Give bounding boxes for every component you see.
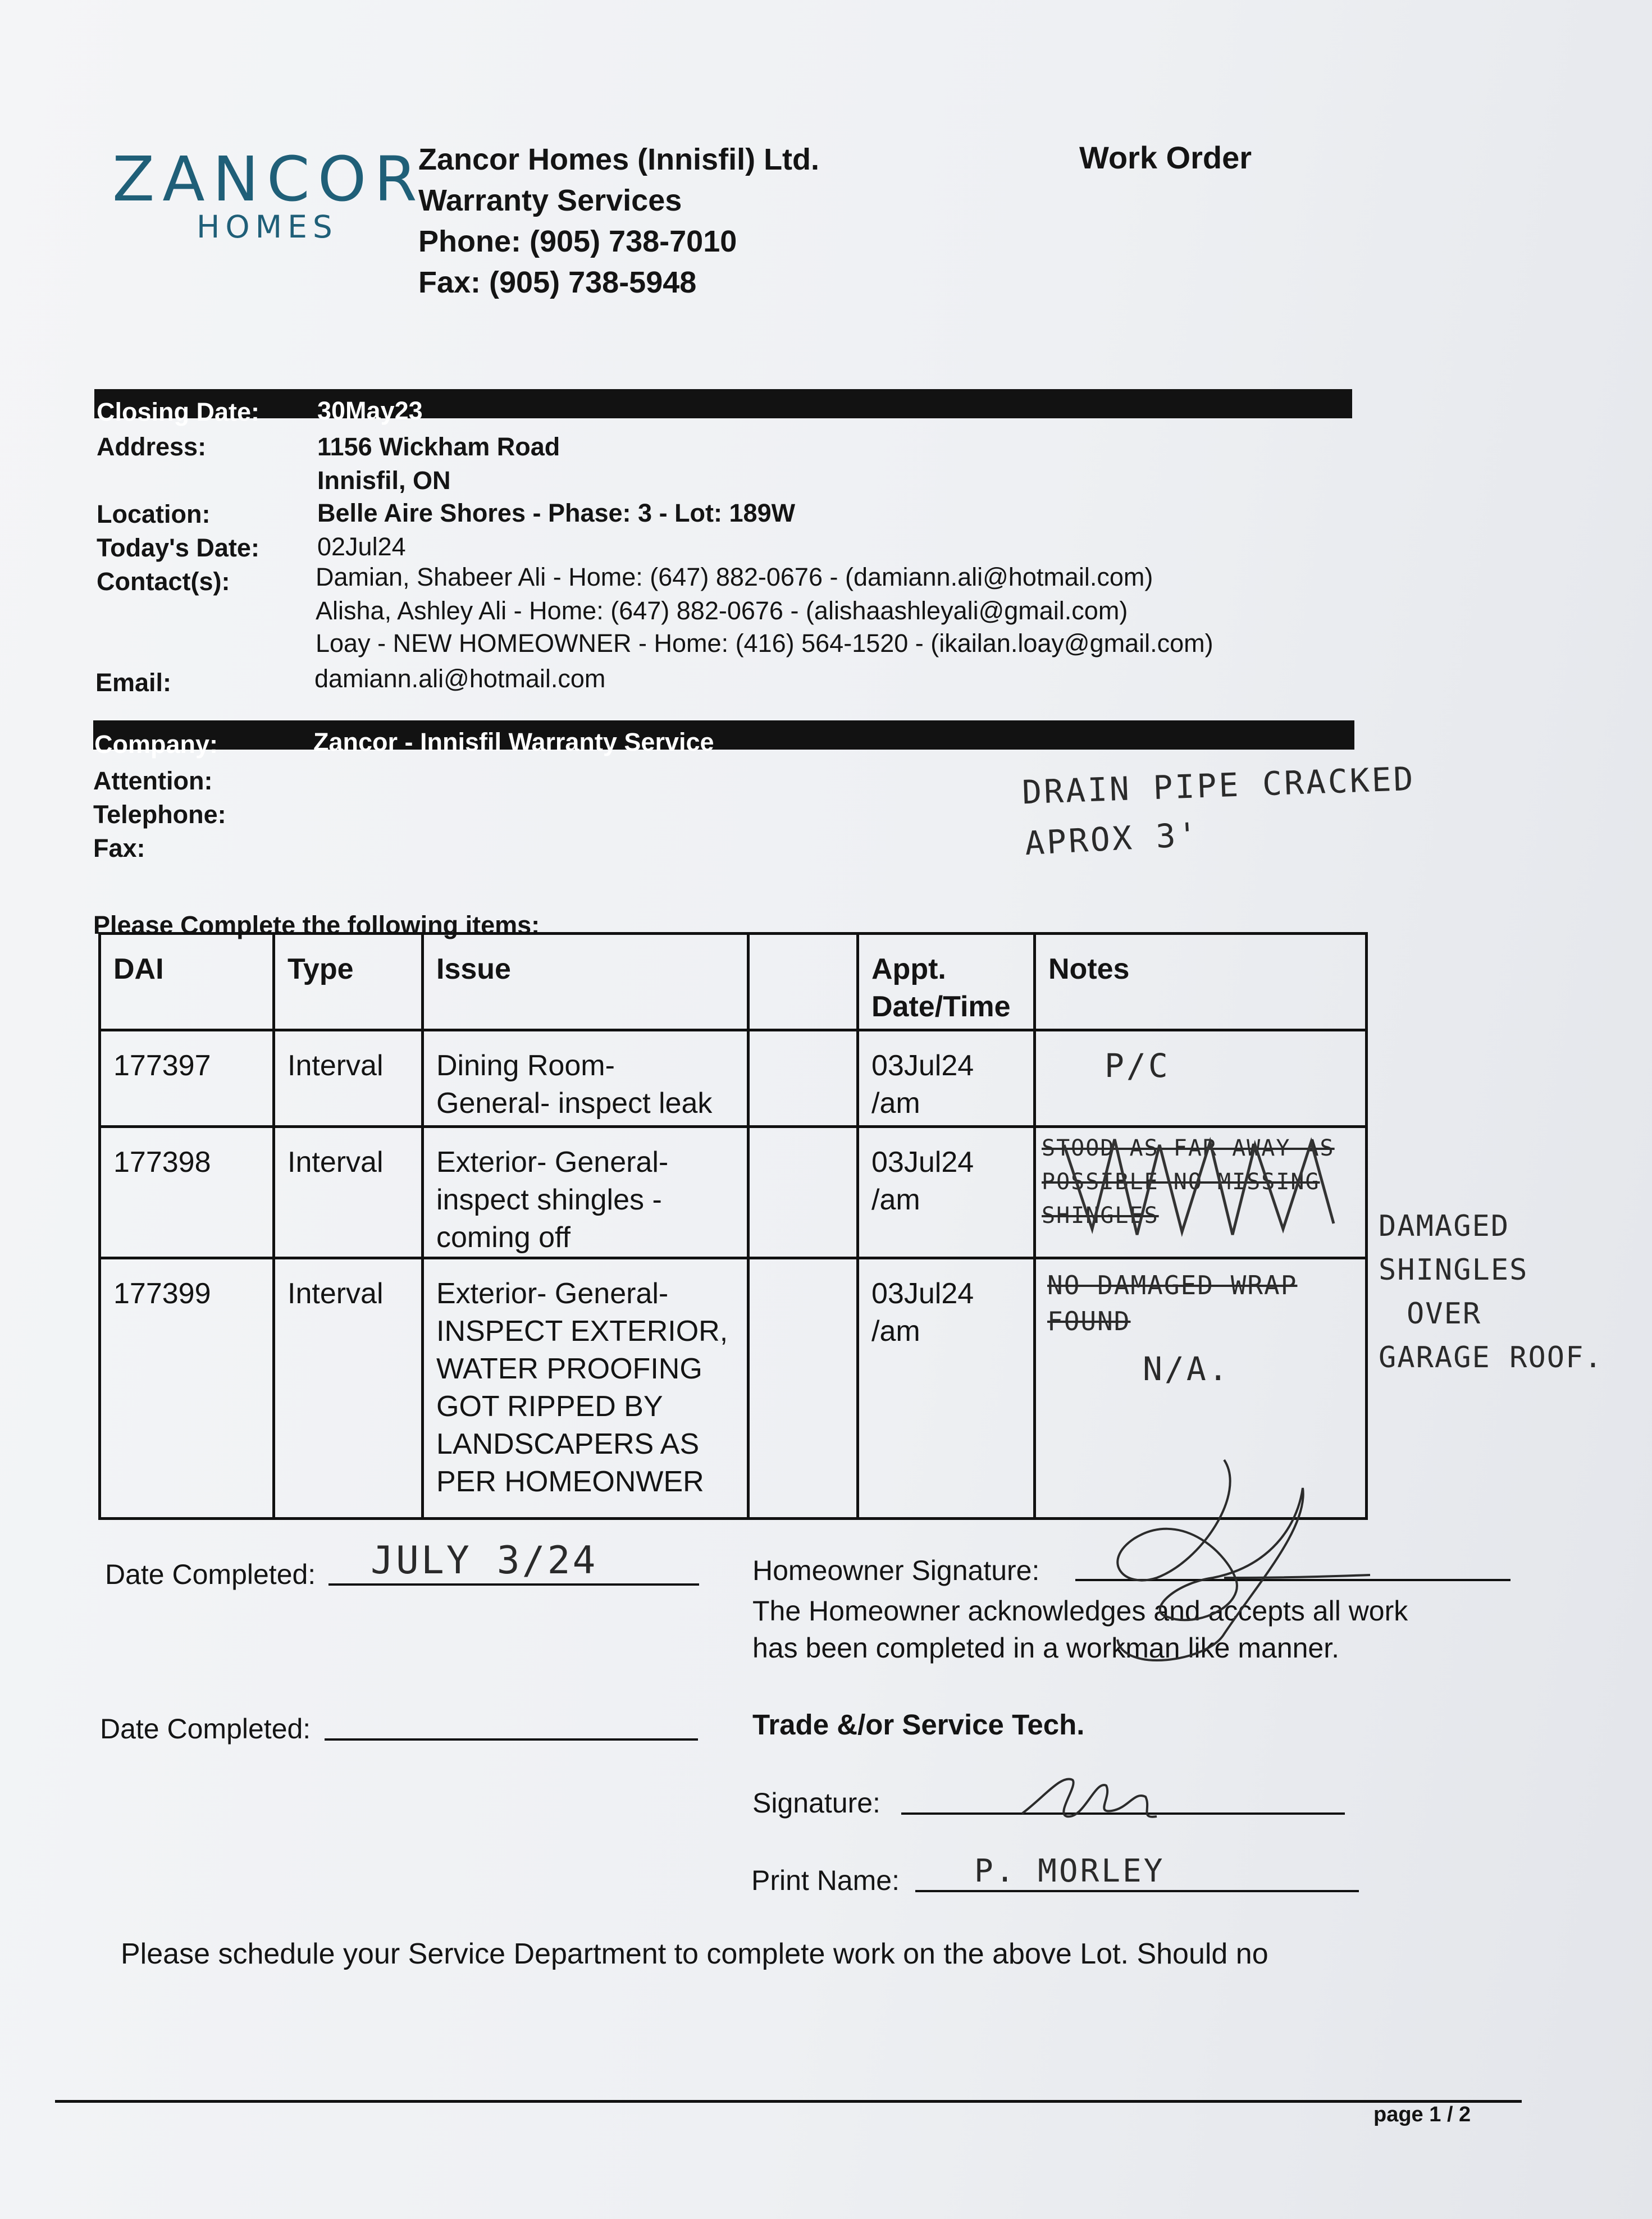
document-title: Work Order: [1079, 140, 1252, 175]
row-notes: [1035, 1030, 1367, 1127]
margin-line: DAMAGED: [1379, 1209, 1510, 1243]
appt-time: /am: [871, 1087, 920, 1120]
table-row: [100, 1030, 1367, 1127]
issue-line: GOT RIPPED BY: [436, 1390, 663, 1423]
todays-date-label: Today's Date:: [97, 533, 259, 562]
email-value: damiann.ali@hotmail.com: [314, 664, 606, 693]
header-appt-line2: Date/Time: [871, 990, 1011, 1023]
row-issue: [423, 1127, 749, 1258]
row-type: Interval: [274, 1030, 423, 1127]
contact-1: Damian, Shabeer Ali - Home: (647) 882-0676 - (damiann.ali@hotmail.com): [316, 563, 1153, 591]
handwritten-na: N/A.: [1143, 1350, 1230, 1388]
issue-line: General- inspect leak: [436, 1087, 713, 1120]
header-blank: [749, 934, 858, 1030]
header-dai: DAI: [100, 934, 274, 1030]
contact-2: Alisha, Ashley Ali - Home: (647) 882-0676 - (alishaashleyali@gmail.com): [316, 596, 1128, 625]
margin-line: GARAGE ROOF.: [1379, 1341, 1603, 1375]
address-label: Address:: [97, 432, 207, 461]
issue-line: Exterior- General-: [436, 1277, 669, 1310]
items-intro: Please Complete the following items:: [93, 911, 540, 939]
print-name-handwritten: P. MORLEY: [974, 1853, 1165, 1889]
closing-date-label: Closing Date:: [97, 398, 260, 426]
appt-date: 03Jul24: [871, 1049, 974, 1082]
row-dai: 177398: [100, 1127, 274, 1258]
handwritten-margin-note: [1379, 1204, 1603, 1380]
company-bar: [93, 720, 1354, 750]
fax-label: Fax:: [93, 834, 145, 862]
contacts-label: Contact(s):: [97, 567, 230, 596]
handwritten-note-struck: NO DAMAGED WRAP FOUND: [1047, 1270, 1298, 1336]
acknowledgement-line1: The Homeowner acknowledges and accepts all work: [752, 1595, 1408, 1627]
address-line2: Innisfil, ON: [317, 466, 451, 495]
table-header-row: [100, 934, 1367, 1030]
date-completed-label-2: Date Completed:: [100, 1713, 311, 1745]
company-name: Zancor Homes (Innisfil) Ltd.: [418, 143, 820, 176]
issue-line: LANDSCAPERS AS: [436, 1428, 700, 1460]
schedule-notice: Please schedule your Service Department to complete work on the above Lot. Should no: [121, 1938, 1268, 1970]
acknowledgement-line2: has been completed in a workman like manner.: [752, 1632, 1340, 1664]
print-name-line: [915, 1890, 1359, 1892]
row-blank: [749, 1127, 858, 1258]
issue-line: INSPECT EXTERIOR,: [436, 1315, 728, 1348]
scribble-mark: [1042, 1128, 1356, 1246]
appt-time: /am: [871, 1184, 920, 1216]
header-type: Type: [274, 934, 423, 1030]
handwritten-note: P/C: [1105, 1047, 1170, 1085]
issue-line: coming off: [436, 1221, 571, 1254]
issue-line: inspect shingles -: [436, 1184, 662, 1216]
issue-line: Exterior- General-: [436, 1146, 669, 1179]
row-blank: [749, 1030, 858, 1127]
location-value: Belle Aire Shores - Phase: 3 - Lot: 189W: [317, 499, 796, 527]
header-notes: Notes: [1035, 934, 1367, 1030]
margin-line: SHINGLES: [1379, 1253, 1528, 1287]
handwritten-drain-note-line1: DRAIN PIPE CRACKED: [1021, 759, 1416, 812]
margin-line: OVER: [1407, 1297, 1482, 1331]
closing-date-value: 30May23: [317, 396, 423, 425]
row-issue: [423, 1030, 749, 1127]
tech-signature-image: [1011, 1763, 1179, 1830]
page-number: page 1 / 2: [1373, 2103, 1471, 2126]
issue-line: Dining Room-: [436, 1049, 615, 1082]
row-type: Interval: [274, 1127, 423, 1258]
work-items-table: [98, 932, 1368, 1520]
todays-date-value: 02Jul24: [317, 532, 406, 561]
company-label: Company:: [94, 730, 218, 759]
date-completed-handwritten: JULY 3/24: [371, 1538, 598, 1583]
attention-label: Attention:: [93, 766, 213, 795]
telephone-label: Telephone:: [93, 800, 226, 829]
row-appt: [858, 1258, 1035, 1519]
zancor-logo: ZANCOR: [112, 143, 425, 215]
homeowner-signature-image: [1056, 1449, 1404, 1684]
contact-3: Loay - NEW HOMEOWNER - Home: (416) 564-1520 - (ikailan.loay@gmail.com): [316, 629, 1213, 658]
address-line1: 1156 Wickham Road: [317, 432, 560, 461]
appt-date: 03Jul24: [871, 1146, 974, 1179]
issue-line: PER HOMEONWER: [436, 1465, 704, 1498]
zancor-logo-sub: HOMES: [197, 209, 338, 245]
row-notes: [1035, 1127, 1367, 1258]
row-appt: [858, 1127, 1035, 1258]
header-appt-line1: Appt.: [871, 953, 946, 985]
footer-rule: [55, 2100, 1522, 2103]
date-completed-line: [328, 1583, 699, 1586]
header-issue: Issue: [423, 934, 749, 1030]
company-header: [418, 139, 819, 303]
handwritten-note-struck: STOOD AS FAR AWAY AS POSSIBLE NO MISSING SHINGLES: [1042, 1135, 1335, 1229]
print-name-label: Print Name:: [751, 1865, 900, 1896]
issue-line: WATER PROOFING: [436, 1353, 702, 1385]
closing-date-bar: [94, 389, 1352, 418]
header-appt: [858, 934, 1035, 1030]
row-appt: [858, 1030, 1035, 1127]
row-blank: [749, 1258, 858, 1519]
appt-time: /am: [871, 1315, 920, 1348]
table-row: [100, 1127, 1367, 1258]
date-completed-label: Date Completed:: [105, 1559, 316, 1590]
company-phone: Phone: (905) 738-7010: [418, 225, 737, 258]
row-issue: [423, 1258, 749, 1519]
row-dai: 177397: [100, 1030, 274, 1127]
company-value: Zancor - Innisfil Warranty Service: [313, 728, 714, 756]
company-fax: Fax: (905) 738-5948: [418, 266, 697, 299]
row-type: Interval: [274, 1258, 423, 1519]
appt-date: 03Jul24: [871, 1277, 974, 1310]
row-dai: 177399: [100, 1258, 274, 1519]
tech-signature-label: Signature:: [752, 1787, 880, 1819]
handwritten-drain-note-line2: APROX 3': [1024, 815, 1201, 863]
trade-service-tech-label: Trade &/or Service Tech.: [752, 1709, 1085, 1741]
homeowner-signature-label: Homeowner Signature:: [752, 1555, 1040, 1586]
location-label: Location:: [97, 500, 211, 528]
email-label: Email:: [95, 668, 172, 697]
date-completed-line-2: [325, 1738, 698, 1741]
department-name: Warranty Services: [418, 184, 682, 217]
